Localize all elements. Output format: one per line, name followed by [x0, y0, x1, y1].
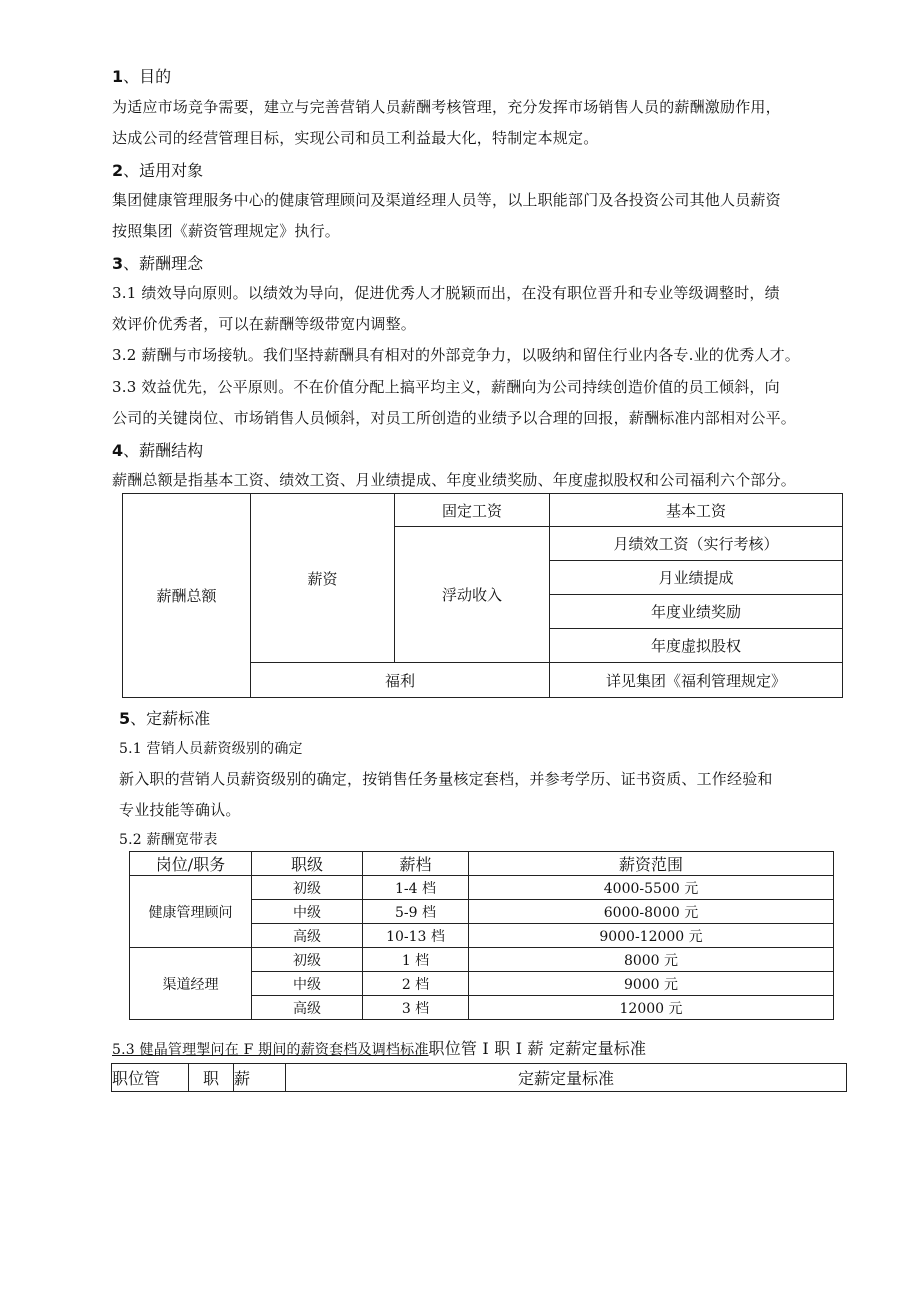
section-4-heading: 4、薪酬结构 — [112, 441, 204, 460]
section-3-line: 3.2 薪酬与市场接轨。我们坚持薪酬具有相对的外部竞争力，以吸纳和留住行业内各专.业的优秀人才。 — [112, 346, 800, 364]
salary-structure-table — [122, 493, 843, 698]
level-cell: 高级 — [252, 924, 363, 948]
grade-cell: 1 档 — [363, 948, 469, 972]
section-2-line: 集团健康管理服务中心的健康管理顾问及渠道经理人员等，以上职能部门及各投资公司其他人员薪资 — [112, 191, 781, 209]
cell-total: 薪酬总额 — [123, 494, 251, 698]
table-row — [130, 948, 834, 972]
cell-welfare-ref: 详见集团《福利管理规定》 — [550, 663, 843, 698]
section-5-line: 专业技能等确认。 — [119, 801, 241, 819]
section-2-heading: 2、适用对象 — [112, 161, 204, 180]
cell-annual: 年度业绩奖励 — [550, 595, 843, 629]
section-1-line: 为适应市场竞争需要，建立与完善营销人员薪酬考核管理，充分发挥市场销售人员的薪酬激励作用， — [112, 98, 781, 116]
level-cell: 中级 — [252, 972, 363, 996]
section-5-heading: 5、定薪标准 — [119, 709, 211, 728]
grade-cell: 10-13 档 — [363, 924, 469, 948]
grade-cell: 2 档 — [363, 972, 469, 996]
grade-cell: 3 档 — [363, 996, 469, 1020]
header-position: 职位管 — [112, 1064, 189, 1092]
cell-perf: 月绩效工资（实行考核） — [550, 527, 843, 561]
header-standard: 定薪定量标准 — [286, 1064, 847, 1092]
header-range: 薪资范围 — [469, 852, 834, 876]
cell-base: 基本工资 — [550, 494, 843, 527]
section-5-2-title: 5.2 薪酬宽带表 — [119, 832, 218, 848]
section-2-line: 按照集团《薪资管理规定》执行。 — [112, 222, 341, 240]
level-cell: 中级 — [252, 900, 363, 924]
section-3-heading: 3、薪酬理念 — [112, 254, 204, 273]
cell-equity: 年度虚拟股权 — [550, 629, 843, 663]
level-cell: 初级 — [252, 876, 363, 900]
header-job: 职 — [189, 1064, 234, 1092]
range-cell: 9000 元 — [469, 972, 834, 996]
header-role: 岗位/职务 — [130, 852, 252, 876]
section-5-3-underlined: 5.3 健晶管理掣问在 F 期间的薪资套档及调档标准 — [112, 1042, 429, 1058]
cell-floating: 浮动收入 — [395, 527, 550, 663]
header-grade: 薪档 — [363, 852, 469, 876]
header-pay: 薪 — [234, 1064, 286, 1092]
standard-table — [111, 1063, 847, 1092]
range-cell: 12000 元 — [469, 996, 834, 1020]
section-1-heading: 1、目的 — [112, 67, 172, 86]
range-cell: 9000-12000 元 — [469, 924, 834, 948]
range-cell: 6000-8000 元 — [469, 900, 834, 924]
section-5-line: 新入职的营销人员薪资级别的确定，按销售任务量核定套档，并参考学历、证书资质、工作经验和 — [119, 770, 773, 788]
grade-cell: 1-4 档 — [363, 876, 469, 900]
level-cell: 高级 — [252, 996, 363, 1020]
section-5-3-rest: 职位管 I 职 I 薪 定薪定量标准 — [428, 1039, 647, 1058]
level-cell: 初级 — [252, 948, 363, 972]
section-3-line: 3.3 效益优先，公平原则。不在价值分配上搞平均主义，薪酬向为公司持续创造价值的员工倾斜，向 — [112, 378, 780, 396]
table-row — [130, 876, 834, 900]
cell-fixed: 固定工资 — [395, 494, 550, 527]
grade-cell: 5-9 档 — [363, 900, 469, 924]
section-1-line: 达成公司的经营管理目标，实现公司和员工利益最大化，特制定本规定。 — [112, 129, 599, 147]
range-cell: 8000 元 — [469, 948, 834, 972]
section-3-line: 公司的关键岗位、市场销售人员倾斜，对员工所创造的业绩予以合理的回报，薪酬标准内部相对公平。 — [112, 409, 797, 427]
cell-salary: 薪资 — [251, 494, 395, 663]
range-cell: 4000-5500 元 — [469, 876, 834, 900]
section-3-line: 3.1 绩效导向原则。以绩效为导向，促进优秀人才脱颖而出，在没有职位晋升和专业等级调整时，绩 — [112, 284, 780, 302]
cell-welfare: 福利 — [251, 663, 550, 698]
section-4-line: 薪酬总额是指基本工资、绩效工资、月业绩提成、年度业绩奖励、年度虚拟股权和公司福利六个部分。 — [112, 471, 797, 489]
section-5-1-title: 5.1 营销人员薪资级别的确定 — [119, 741, 303, 757]
role-cell: 渠道经理 — [130, 948, 252, 1020]
section-3-line: 效评价优秀者，可以在薪酬等级带宽内调整。 — [112, 315, 417, 333]
cell-monthly: 月业绩提成 — [550, 561, 843, 595]
salary-band-table — [129, 851, 834, 1020]
header-level: 职级 — [252, 852, 363, 876]
section-5-3-title — [112, 1036, 646, 1059]
role-cell: 健康管理顾问 — [130, 876, 252, 948]
